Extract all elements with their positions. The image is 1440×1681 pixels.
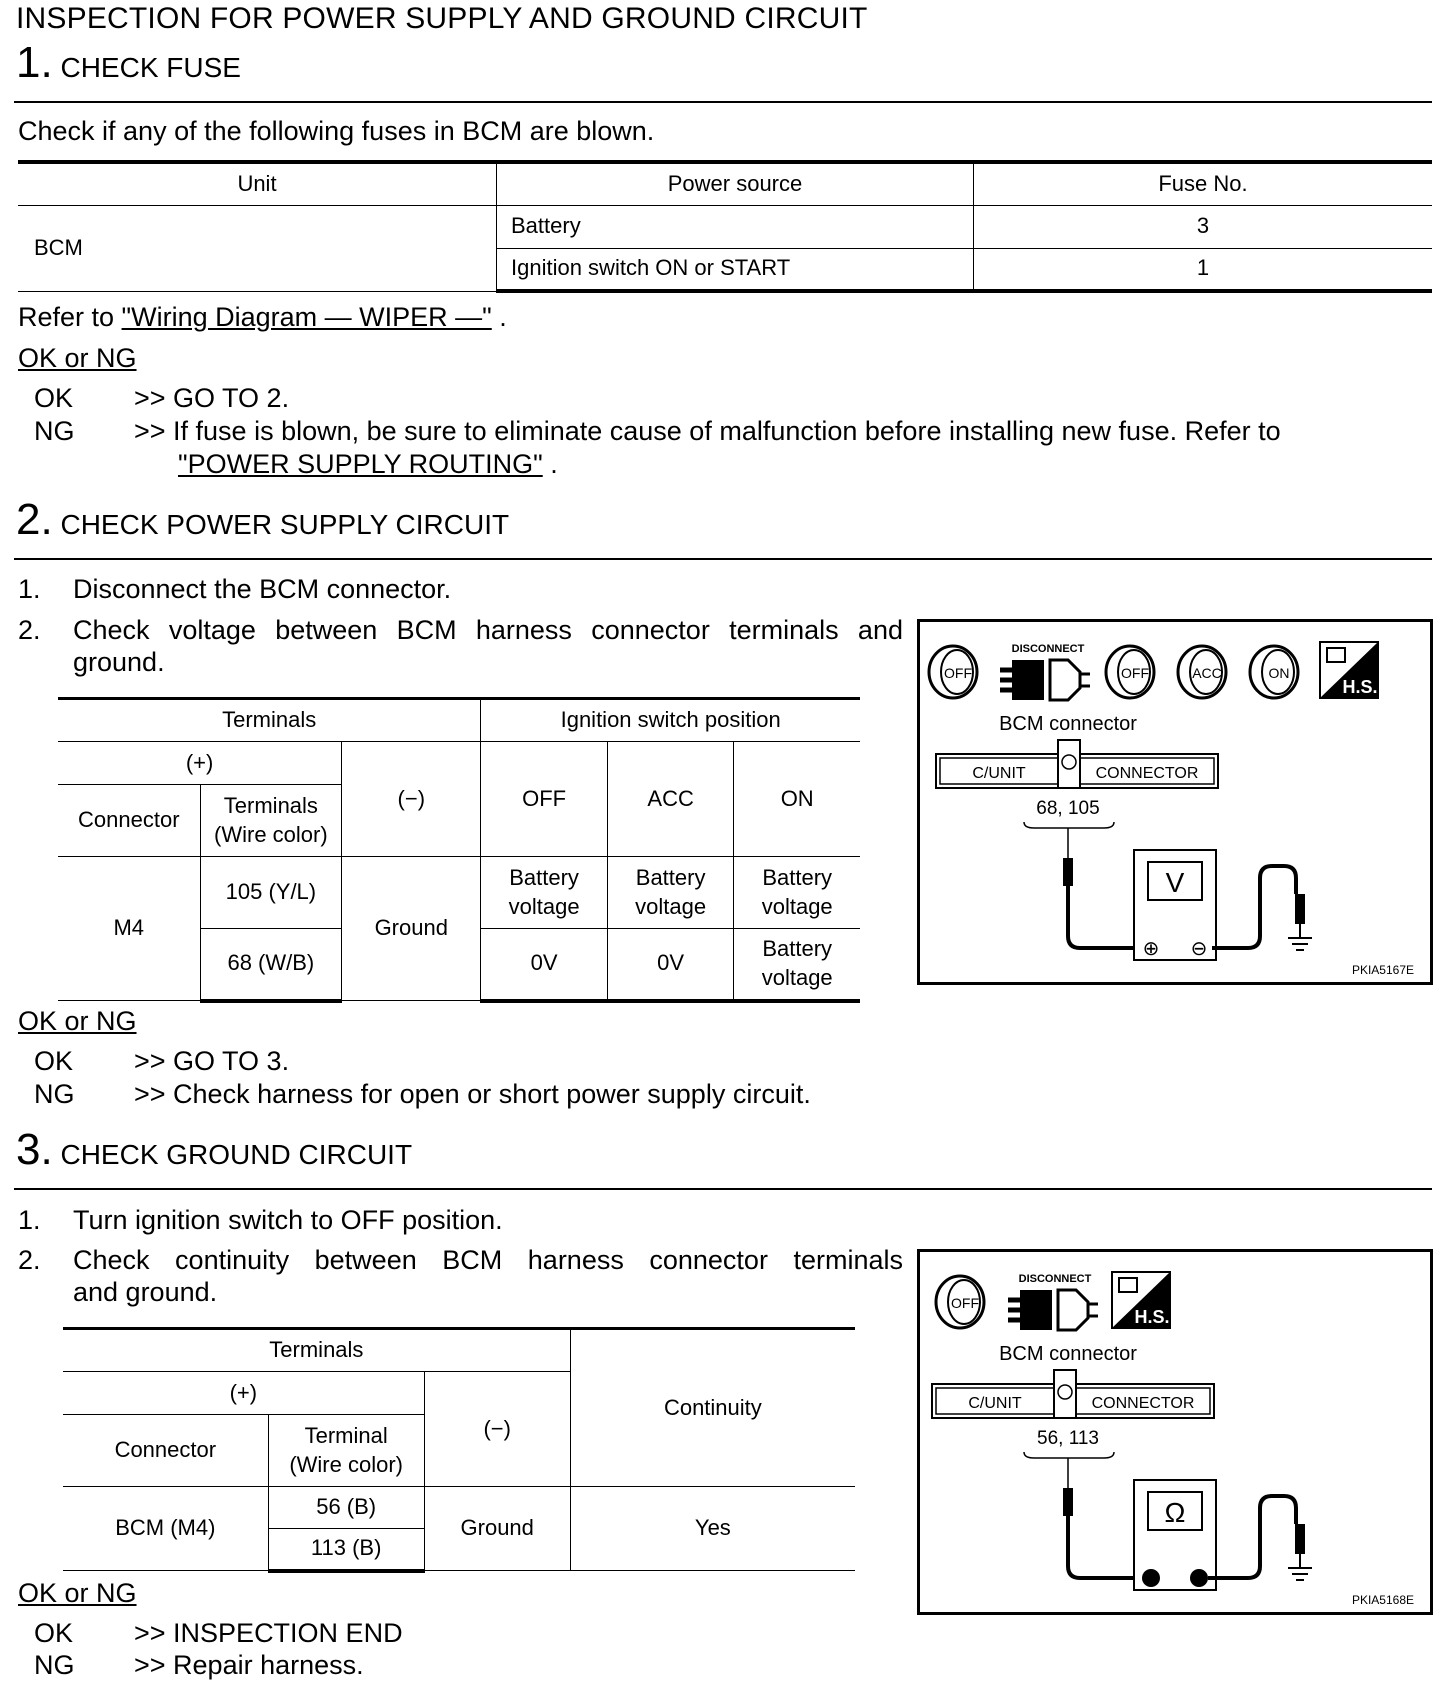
step-1-number: 1. [16,38,53,87]
step-2-ok-ng: OK or NG [18,1006,137,1036]
refer-suffix: . [491,302,507,332]
terminal-numbers-label: 68, 105 [1036,798,1100,819]
continuity-header-terminal-wire [268,1415,424,1487]
step-1-heading: CHECK FUSE [60,52,241,83]
ng-link-suffix: . [542,449,558,479]
step-1-ok-label: OK [34,383,74,413]
step-1-ok-ng: OK or NG [18,343,137,373]
harness-side-icon [1320,642,1378,698]
power-supply-routing-link[interactable]: "POWER SUPPLY ROUTING" [178,449,543,479]
bcm-connector-label: BCM connector [999,713,1137,735]
voltage-header-connector: Connector [58,785,200,857]
svg-text:CONNECTOR: CONNECTOR [1091,1395,1195,1412]
figure-continuity-check [917,1249,1433,1615]
voltage-header-minus: (−) [342,742,481,857]
svg-text:OFF: OFF [1121,665,1149,681]
step-3-header [16,1125,412,1175]
continuity-header-minus: (−) [424,1372,570,1487]
step-3-item-1-number: 1. [18,1205,41,1235]
refer-line [18,302,507,333]
step-2-item-2-number: 2. [18,615,41,645]
ignition-key-off-icon [929,646,977,698]
continuity-table [63,1327,855,1573]
figure-voltage-check [917,619,1433,985]
continuity-terminal-cell: 113 (B) [268,1529,424,1571]
connector-body [936,740,1218,788]
voltage-table [58,697,860,1003]
continuity-result-cell: Yes [570,1487,855,1571]
continuity-header-terminals: Terminals [63,1329,570,1372]
voltage-value-cell: 0V [481,929,608,1001]
step-2-ng-text: >> Check harness for open or short power supply circuit. [134,1079,811,1109]
svg-text:H.S.: H.S. [1342,677,1378,697]
step-1-ng-continuation [178,449,558,480]
voltage-value-cell: Battery voltage [481,857,608,929]
ignition-key-off-icon [1106,646,1154,698]
step-3-item-2-line-1: Check continuity between BCM harness connector terminals [73,1245,903,1275]
svg-text:ACC: ACC [1192,665,1222,681]
svg-text:C/UNIT: C/UNIT [972,765,1026,782]
fuse-number-cell: 3 [974,205,1433,248]
ignition-key-on-icon [1250,646,1298,698]
voltage-ground-cell: Ground [342,857,481,1001]
terminal-wire-line-2: (Wire color) [289,1451,403,1477]
terminal-numbers-label: 56, 113 [1037,1428,1099,1449]
voltage-terminal-cell: 68 (W/B) [200,929,342,1001]
step-2-rule [14,558,1432,560]
connector-body [932,1370,1214,1418]
voltage-terminal-cell: 105 (Y/L) [200,857,342,929]
voltage-header-off: OFF [481,742,608,857]
step-3-heading: CHECK GROUND CIRCUIT [60,1139,413,1170]
voltage-header-on: ON [734,742,860,857]
page-title: INSPECTION FOR POWER SUPPLY AND GROUND CIRCUIT [16,2,868,35]
step-3-item-2-line-2: and ground. [73,1277,218,1307]
disconnect-label: DISCONNECT [1018,1273,1092,1285]
voltage-value-cell: 0V [607,929,734,1001]
voltage-connector-cell: M4 [58,857,200,1001]
step-3-ok-text: >> INSPECTION END [134,1618,403,1648]
step-3-number: 3. [16,1125,53,1174]
step-2-ng-label: NG [34,1079,75,1109]
step-2-item-1-number: 1. [18,574,41,604]
step-1-rule [14,101,1432,103]
continuity-ground-cell: Ground [424,1487,570,1571]
voltmeter-icon [1134,850,1216,960]
step-2-item-2-line-1: Check voltage between BCM harness connector terminals and [73,615,903,645]
continuity-connector-cell: BCM (M4) [63,1487,268,1571]
fuse-number-cell: 1 [974,248,1433,291]
step-2-item-1: Disconnect the BCM connector. [73,574,452,604]
voltage-header-ignition: Ignition switch position [481,699,860,742]
step-2-number: 2. [16,495,53,544]
disconnect-connector-icon [1000,660,1090,700]
voltage-value-cell: Battery voltage [734,857,860,929]
test-probe-positive [1063,858,1138,948]
step-3-rule [14,1188,1432,1190]
svg-text:⊕: ⊕ [1142,938,1160,960]
svg-text:OFF: OFF [951,1295,979,1311]
figure-code: PKIA5168E [1351,1593,1414,1607]
svg-text:CONNECTOR: CONNECTOR [1095,765,1199,782]
terminal-wire-line-1: Terminals [223,792,318,818]
harness-side-icon [1112,1272,1170,1328]
fuse-header-source: Power source [497,162,974,205]
fuse-header-unit: Unit [18,162,497,205]
svg-text:Ω: Ω [1164,1497,1186,1528]
disconnect-connector-icon [1008,1290,1098,1330]
fuse-source-cell: Ignition switch ON or START [497,248,974,291]
step-3-ok-ng: OK or NG [18,1578,137,1608]
step-2-ok-label: OK [34,1046,74,1076]
step-2-header [16,495,509,545]
svg-text:V: V [1165,867,1185,898]
voltage-header-acc: ACC [607,742,734,857]
step-1-ng-text: >> If fuse is blown, be sure to eliminate cause of malfunction before installing new fuse. Refer to [134,416,1281,446]
disconnect-label: DISCONNECT [1011,643,1085,655]
voltage-header-plus: (+) [58,742,342,785]
terminal-wire-line-1: Terminal [304,1422,388,1448]
step-3-item-1: Turn ignition switch to OFF position. [73,1205,503,1235]
svg-text:H.S.: H.S. [1134,1307,1170,1327]
continuity-header-connector: Connector [63,1415,268,1487]
voltage-header-terminal-wire [200,785,342,857]
step-3-ng-label: NG [34,1650,75,1680]
step-2-ok-text: >> GO TO 3. [134,1046,290,1076]
fuse-source-cell: Battery [497,205,974,248]
svg-text:C/UNIT: C/UNIT [968,1395,1022,1412]
step-1-header [16,38,241,88]
step-1-ok-text: >> GO TO 2. [134,383,290,413]
svg-text:ON: ON [1268,665,1290,681]
terminal-wire-line-2: (Wire color) [214,821,328,847]
ohmmeter-icon [1134,1480,1216,1590]
svg-text:OFF: OFF [944,665,972,681]
step-3-ng-text: >> Repair harness. [134,1650,364,1680]
svg-text:⊖: ⊖ [1190,938,1208,960]
fuse-header-fuse: Fuse No. [974,162,1433,205]
step-1-instruction: Check if any of the following fuses in BCM are blown. [18,116,655,146]
wiring-diagram-link[interactable]: "Wiring Diagram — WIPER —" [121,302,492,332]
fuse-unit-cell: BCM [18,205,497,291]
step-2-item-2-line-2: ground. [73,647,165,677]
refer-prefix: Refer to [18,302,122,332]
step-2-heading: CHECK POWER SUPPLY CIRCUIT [60,509,510,540]
bcm-connector-label: BCM connector [999,1343,1137,1365]
step-1-ng-label: NG [34,416,75,446]
step-3-ok-label: OK [34,1618,74,1648]
voltage-header-terminals: Terminals [58,699,481,742]
fuse-table [18,160,1432,293]
continuity-terminal-cell: 56 (B) [268,1487,424,1529]
continuity-header-continuity: Continuity [570,1329,855,1487]
test-probe-ground [1208,1496,1312,1580]
step-3-item-2-number: 2. [18,1245,41,1275]
ignition-key-off-icon [936,1276,984,1328]
continuity-header-plus: (+) [63,1372,424,1415]
ignition-key-acc-icon [1178,646,1226,698]
voltage-value-cell: Battery voltage [734,929,860,1001]
figure-code: PKIA5167E [1351,963,1414,977]
test-probe-ground [1212,866,1312,950]
voltage-value-cell: Battery voltage [607,857,734,929]
